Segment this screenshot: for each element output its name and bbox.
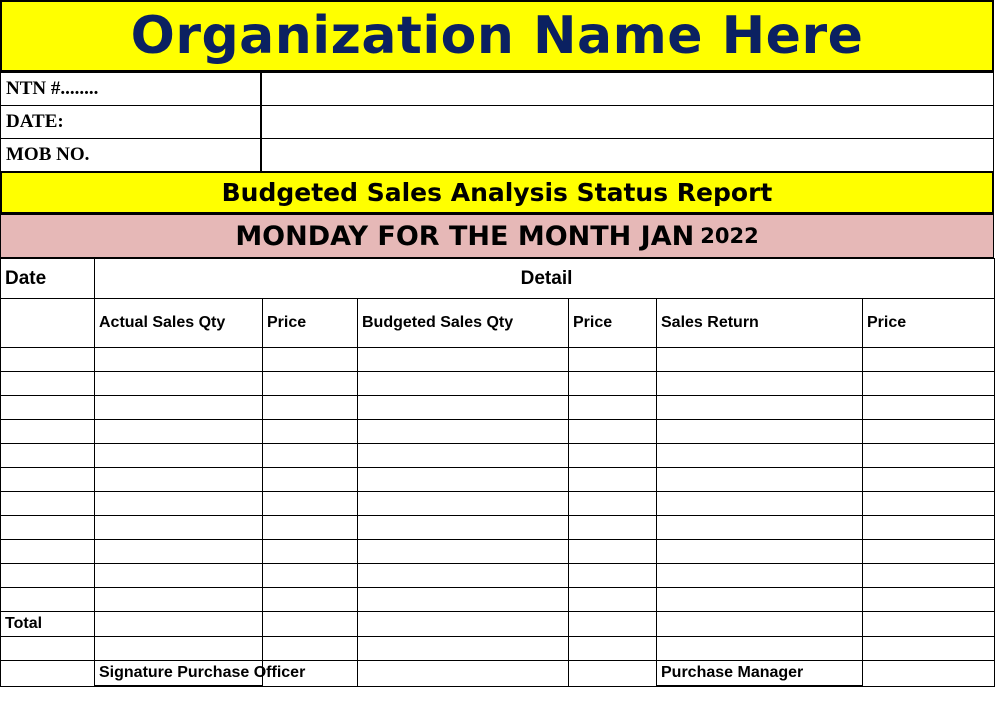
entry-cell[interactable] xyxy=(358,516,569,540)
total-label: Total xyxy=(1,612,95,637)
table-row xyxy=(1,348,995,372)
entry-cell[interactable] xyxy=(569,396,657,420)
total-cell[interactable] xyxy=(657,612,863,637)
entry-cell[interactable] xyxy=(263,348,358,372)
sales-return-header: Sales Return xyxy=(657,299,863,348)
date-label: DATE: xyxy=(0,105,262,139)
budgeted-price-header: Price xyxy=(569,299,657,348)
entry-cell[interactable] xyxy=(358,372,569,396)
entry-cell[interactable] xyxy=(657,396,863,420)
table-row xyxy=(1,468,995,492)
table-row xyxy=(1,372,995,396)
table-row xyxy=(1,396,995,420)
entry-cell[interactable] xyxy=(657,516,863,540)
organization-name: Organization Name Here xyxy=(130,6,864,66)
table-body xyxy=(1,348,995,612)
entry-cell[interactable] xyxy=(263,540,358,564)
entry-cell[interactable] xyxy=(95,372,263,396)
table-row xyxy=(1,420,995,444)
entry-cell[interactable] xyxy=(95,396,263,420)
entry-cell[interactable] xyxy=(263,468,358,492)
entry-cell[interactable] xyxy=(863,372,995,396)
entry-cell[interactable] xyxy=(863,420,995,444)
entry-cell[interactable] xyxy=(263,492,358,516)
purchase-manager-signature: Purchase Manager xyxy=(657,661,863,687)
actual-sales-qty-header: Actual Sales Qty xyxy=(95,299,263,348)
entry-cell[interactable] xyxy=(1,588,95,612)
date-subheader-cell xyxy=(1,299,95,348)
entry-cell[interactable] xyxy=(95,444,263,468)
entry-cell[interactable] xyxy=(657,540,863,564)
entry-cell[interactable] xyxy=(1,372,95,396)
entry-cell[interactable] xyxy=(358,348,569,372)
total-cell[interactable] xyxy=(263,612,358,637)
budgeted-sales-qty-header: Budgeted Sales Qty xyxy=(358,299,569,348)
blank-cell[interactable] xyxy=(263,637,358,661)
entry-cell[interactable] xyxy=(1,564,95,588)
blank-cell[interactable] xyxy=(657,637,863,661)
entry-cell[interactable] xyxy=(358,468,569,492)
entry-cell[interactable] xyxy=(657,468,863,492)
blank-cell[interactable] xyxy=(358,637,569,661)
entry-cell[interactable] xyxy=(863,564,995,588)
entry-cell[interactable] xyxy=(95,420,263,444)
organization-banner xyxy=(0,0,994,72)
blank-cell[interactable] xyxy=(358,661,569,687)
mob-label: MOB NO. xyxy=(0,138,262,172)
entry-cell[interactable] xyxy=(95,492,263,516)
table-row xyxy=(1,444,995,468)
entry-cell[interactable] xyxy=(657,492,863,516)
blank-cell[interactable] xyxy=(863,661,995,687)
entry-cell[interactable] xyxy=(358,492,569,516)
total-cell[interactable] xyxy=(569,612,657,637)
entry-cell[interactable] xyxy=(569,516,657,540)
blank-cell[interactable] xyxy=(1,661,95,687)
blank-cell[interactable] xyxy=(1,637,95,661)
entry-cell[interactable] xyxy=(1,396,95,420)
period-year: 2022 xyxy=(700,224,759,248)
entry-cell[interactable] xyxy=(95,468,263,492)
total-cell[interactable] xyxy=(95,612,263,637)
entry-cell[interactable] xyxy=(95,348,263,372)
report-title: Budgeted Sales Analysis Status Report xyxy=(221,178,773,207)
entry-cell[interactable] xyxy=(95,516,263,540)
entry-cell[interactable] xyxy=(263,444,358,468)
entry-cell[interactable] xyxy=(569,468,657,492)
total-cell[interactable] xyxy=(863,612,995,637)
signature-purchase-officer: Signature Purchase Officer xyxy=(95,661,263,687)
entry-cell[interactable] xyxy=(263,516,358,540)
date-column-header: Date xyxy=(1,259,95,299)
entry-cell[interactable] xyxy=(263,420,358,444)
entry-cell[interactable] xyxy=(863,444,995,468)
entry-cell[interactable] xyxy=(569,420,657,444)
blank-cell[interactable] xyxy=(569,637,657,661)
actual-price-header: Price xyxy=(263,299,358,348)
entry-cell[interactable] xyxy=(569,348,657,372)
period-banner xyxy=(0,214,994,258)
entry-cell[interactable] xyxy=(657,564,863,588)
entry-cell[interactable] xyxy=(657,372,863,396)
entry-cell[interactable] xyxy=(569,444,657,468)
table-row xyxy=(1,588,995,612)
table-row xyxy=(1,540,995,564)
sales-table xyxy=(0,258,995,687)
entry-cell[interactable] xyxy=(358,420,569,444)
entry-cell[interactable] xyxy=(358,564,569,588)
detail-header: Detail xyxy=(95,259,995,299)
entry-cell[interactable] xyxy=(358,540,569,564)
entry-cell[interactable] xyxy=(657,420,863,444)
entry-cell[interactable] xyxy=(95,588,263,612)
blank-cell[interactable] xyxy=(863,637,995,661)
entry-cell[interactable] xyxy=(1,420,95,444)
entry-cell[interactable] xyxy=(863,348,995,372)
ntn-value-cell[interactable] xyxy=(261,72,994,106)
entry-cell[interactable] xyxy=(863,588,995,612)
entry-cell[interactable] xyxy=(358,588,569,612)
entry-cell[interactable] xyxy=(358,444,569,468)
entry-cell[interactable] xyxy=(1,444,95,468)
entry-cell[interactable] xyxy=(1,348,95,372)
entry-cell[interactable] xyxy=(569,564,657,588)
entry-cell[interactable] xyxy=(863,396,995,420)
entry-cell[interactable] xyxy=(1,540,95,564)
entry-cell[interactable] xyxy=(657,588,863,612)
entry-cell[interactable] xyxy=(263,396,358,420)
report-title-banner xyxy=(0,171,994,214)
blank-cell[interactable] xyxy=(569,661,657,687)
table-row xyxy=(1,564,995,588)
return-price-header: Price xyxy=(863,299,995,348)
entry-cell[interactable] xyxy=(863,516,995,540)
period-text: MONDAY FOR THE MONTH JAN xyxy=(235,220,695,252)
entry-cell[interactable] xyxy=(1,492,95,516)
total-cell[interactable] xyxy=(358,612,569,637)
entry-cell[interactable] xyxy=(569,492,657,516)
entry-cell[interactable] xyxy=(95,540,263,564)
entry-cell[interactable] xyxy=(263,564,358,588)
entry-cell[interactable] xyxy=(95,564,263,588)
entry-cell[interactable] xyxy=(569,588,657,612)
entry-cell[interactable] xyxy=(657,348,863,372)
entry-cell[interactable] xyxy=(1,468,95,492)
entry-cell[interactable] xyxy=(358,396,569,420)
entry-cell[interactable] xyxy=(863,492,995,516)
blank-cell[interactable] xyxy=(95,637,263,661)
entry-cell[interactable] xyxy=(263,372,358,396)
date-value-cell[interactable] xyxy=(261,105,994,139)
table-row xyxy=(1,516,995,540)
entry-cell[interactable] xyxy=(1,516,95,540)
entry-cell[interactable] xyxy=(657,444,863,468)
table-row xyxy=(1,492,995,516)
entry-cell[interactable] xyxy=(263,588,358,612)
entry-cell[interactable] xyxy=(569,540,657,564)
entry-cell[interactable] xyxy=(863,540,995,564)
entry-cell[interactable] xyxy=(569,372,657,396)
entry-cell[interactable] xyxy=(863,468,995,492)
mob-value-cell[interactable] xyxy=(261,138,994,172)
ntn-label: NTN #........ xyxy=(0,72,262,106)
